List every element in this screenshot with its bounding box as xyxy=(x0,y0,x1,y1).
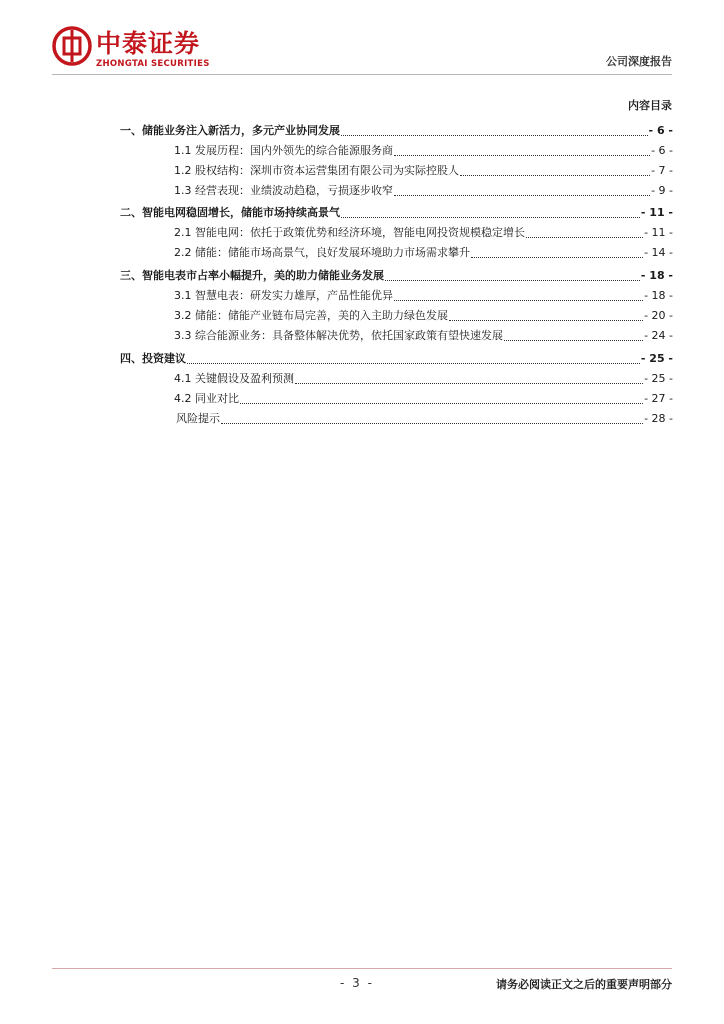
report-type-label: 公司深度报告 xyxy=(606,55,672,68)
toc-entry-title: 三、智能电表市占率小幅提升，美的助力储能业务发展 xyxy=(120,269,384,282)
toc-entry[interactable] xyxy=(120,267,673,283)
toc-entry-page: - 7 - xyxy=(651,164,673,177)
toc-entry-title: 3.3 综合能源业务：具备整体解决优势，依托国家政策有望快速发展 xyxy=(174,329,503,342)
toc-entry-page: - 6 - xyxy=(648,124,673,137)
toc-entry-title: 2.1 智能电网：依托于政策优势和经济环境，智能电网投资规模稳定增长 xyxy=(174,226,525,239)
toc-entry[interactable] xyxy=(120,350,673,366)
toc-entry[interactable] xyxy=(120,307,673,323)
toc-entry[interactable] xyxy=(120,182,673,198)
toc-entry-page: - 27 - xyxy=(644,392,673,405)
toc-entry-page: - 25 - xyxy=(640,352,673,365)
toc-entry-page: - 18 - xyxy=(644,289,673,302)
toc-entry[interactable] xyxy=(120,204,673,220)
toc-entry[interactable] xyxy=(120,287,673,303)
toc-leader-dots xyxy=(385,268,640,281)
toc-entry-title: 4.2 同业对比 xyxy=(174,392,239,405)
toc-entry[interactable] xyxy=(120,327,673,343)
toc-leader-dots xyxy=(394,183,650,196)
header-divider xyxy=(52,74,672,75)
footer-divider xyxy=(52,968,672,969)
toc-entry[interactable] xyxy=(120,390,673,406)
toc-entry-page: - 14 - xyxy=(644,246,673,259)
page-number: - 3 - xyxy=(340,976,374,990)
footer-disclaimer: 请务必阅读正文之后的重要声明部分 xyxy=(496,978,672,991)
toc-leader-dots xyxy=(187,351,640,364)
toc-entry-page: - 6 - xyxy=(651,144,673,157)
toc-entry[interactable] xyxy=(120,162,673,178)
toc-entry[interactable] xyxy=(120,142,673,158)
toc-entry-page: - 9 - xyxy=(651,184,673,197)
toc-leader-dots xyxy=(460,163,650,176)
toc-entry-title: 1.2 股权结构：深圳市资本运营集团有限公司为实际控股人 xyxy=(174,164,459,177)
toc-entry-page: - 24 - xyxy=(644,329,673,342)
toc-leader-dots xyxy=(295,371,643,384)
toc-entry-title: 3.1 智慧电表：研发实力雄厚，产品性能优异 xyxy=(174,289,393,302)
toc-entry-title: 四、投资建议 xyxy=(120,352,186,365)
toc-entry-page: - 11 - xyxy=(640,206,673,219)
toc-leader-dots xyxy=(341,205,640,218)
toc-entry-title: 3.2 储能：储能产业链布局完善，美的入主助力绿色发展 xyxy=(174,309,448,322)
toc-entry[interactable] xyxy=(120,224,673,240)
toc-leader-dots xyxy=(240,391,643,404)
toc-entry-title: 一、储能业务注入新活力，多元产业协同发展 xyxy=(120,124,340,137)
toc-leader-dots xyxy=(449,308,643,321)
toc-entry[interactable] xyxy=(120,122,673,138)
toc-entry-title: 1.1 发展历程：国内外领先的综合能源服务商 xyxy=(174,144,393,157)
toc-entry-title: 2.2 储能：储能市场高景气，良好发展环境助力市场需求攀升 xyxy=(174,246,470,259)
toc-entry-page: - 18 - xyxy=(640,269,673,282)
page-header xyxy=(52,24,672,74)
toc-leader-dots xyxy=(526,225,643,238)
toc-leader-dots xyxy=(394,143,650,156)
toc-entry-page: - 28 - xyxy=(644,412,673,425)
logo-mark-icon xyxy=(52,26,92,66)
toc-entry-title: 4.1 关键假设及盈利预测 xyxy=(174,372,294,385)
toc-entry-title: 风险提示 xyxy=(176,412,220,425)
toc-leader-dots xyxy=(341,123,648,136)
toc-entry-title: 二、智能电网稳固增长，储能市场持续高景气 xyxy=(120,206,340,219)
toc-title: 内容目录 xyxy=(628,99,672,112)
toc-entry-title: 1.3 经营表现：业绩波动趋稳，亏损逐步收窄 xyxy=(174,184,393,197)
toc-entry-page: - 25 - xyxy=(644,372,673,385)
toc-entry[interactable] xyxy=(120,410,673,426)
logo-english-name: ZHONGTAI SECURITIES xyxy=(96,59,210,69)
toc-leader-dots xyxy=(394,288,643,301)
company-logo xyxy=(52,24,222,74)
toc-leader-dots xyxy=(221,411,643,424)
toc-entry[interactable] xyxy=(120,370,673,386)
toc-entry[interactable] xyxy=(120,244,673,260)
toc-leader-dots xyxy=(504,328,643,341)
toc-entry-page: - 11 - xyxy=(644,226,673,239)
toc-entry-page: - 20 - xyxy=(644,309,673,322)
toc-leader-dots xyxy=(471,245,643,258)
logo-chinese-name: 中泰证券 xyxy=(96,29,201,58)
